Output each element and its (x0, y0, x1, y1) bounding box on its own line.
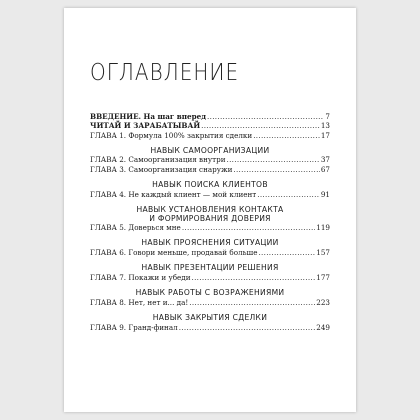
toc-leader-dots (233, 165, 319, 174)
toc-entry-label: ГЛАВА 2. Самоорганизация внутри (90, 155, 226, 165)
table-of-contents (90, 112, 330, 332)
toc-entry-label: ГЛАВА 8. Нет, нет и... да! (90, 297, 189, 307)
toc-entry-label: ГЛАВА 4. Не каждый клиент — мой клиент (90, 189, 257, 199)
toc-entry-label: ГЛАВА 9. Гранд-финал (90, 322, 178, 332)
toc-entry (90, 223, 330, 232)
toc-leader-dots (253, 131, 320, 140)
section-heading (90, 181, 330, 190)
toc-entry-page: 37 (320, 155, 330, 165)
toc-leader-dots (227, 155, 320, 164)
section-heading-line: НАВЫК ПРОЯСНЕНИЯ СИТУАЦИИ (141, 238, 279, 248)
section-heading-line: НАВЫК САМООРГАНИЗАЦИИ (150, 145, 270, 155)
section-heading-line: НАВЫК ЗАКРЫТИЯ СДЕЛКИ (152, 313, 268, 323)
toc-leader-dots (192, 273, 316, 282)
toc-entry (90, 273, 330, 282)
toc-entry-page: 67 (320, 164, 330, 174)
toc-entry (90, 323, 330, 332)
toc-entry (90, 112, 330, 121)
toc-entry-label: ГЛАВА 3. Самоорганизация снаружи (90, 164, 233, 174)
toc-entry-label: ГЛАВА 1. Формула 100% закрытия сделки (90, 130, 253, 140)
toc-entry-page: 177 (316, 272, 330, 282)
section-heading-line: НАВЫК ПРЕЗЕНТАЦИИ РЕШЕНИЯ (141, 263, 279, 273)
toc-entry (90, 131, 330, 140)
toc-entry-label: ГЛАВА 6. Говори меньше, продавай больше (90, 248, 258, 258)
page-title: ОГЛАВЛЕНИЕ (90, 58, 240, 86)
toc-entry-page: 223 (316, 297, 330, 307)
toc-entry-page: 119 (316, 223, 330, 233)
toc-leader-dots (182, 223, 315, 232)
toc-entry-label: ВВЕДЕНИЕ. На шаг вперед (90, 112, 207, 121)
toc-leader-dots (179, 323, 316, 332)
section-heading (90, 239, 330, 248)
toc-entry-page: 7 (325, 112, 330, 121)
toc-entry (90, 190, 330, 199)
toc-entry-page: 17 (320, 130, 330, 140)
section-heading-line: НАВЫК РАБОТЫ С ВОЗРАЖЕНИЯМИ (135, 288, 285, 298)
toc-leader-dots (207, 112, 324, 121)
toc-entry (90, 298, 330, 307)
toc-entry (90, 165, 330, 174)
section-heading (90, 206, 330, 223)
toc-entry (90, 248, 330, 257)
toc-leader-dots (201, 121, 320, 130)
toc-leader-dots (189, 298, 315, 307)
book-page (64, 8, 356, 412)
toc-entry-label: ЧИТАЙ И ЗАРАБАТЫВАЙ (90, 121, 201, 131)
section-heading-line: НАВЫК УСТАНОВЛЕНИЯ КОНТАКТА (136, 204, 284, 214)
toc-leader-dots (258, 248, 315, 257)
toc-entry (90, 155, 330, 164)
section-heading (90, 147, 330, 156)
section-heading (90, 289, 330, 298)
toc-entry-label: ГЛАВА 7. Покажи и убеди (90, 272, 191, 282)
toc-entry-page: 91 (320, 189, 330, 199)
section-heading (90, 314, 330, 323)
section-heading-line: НАВЫК ПОИСКА КЛИЕНТОВ (152, 180, 268, 190)
section-heading (90, 264, 330, 273)
section-heading-line: И ФОРМИРОВАНИЯ ДОВЕРИЯ (149, 213, 271, 223)
toc-entry-page: 13 (320, 121, 330, 131)
toc-entry (90, 121, 330, 130)
toc-entry-label: ГЛАВА 5. Доверься мне (90, 223, 181, 233)
toc-entry-page: 249 (316, 322, 330, 332)
toc-leader-dots (257, 190, 320, 199)
toc-entry-page: 157 (316, 248, 330, 258)
